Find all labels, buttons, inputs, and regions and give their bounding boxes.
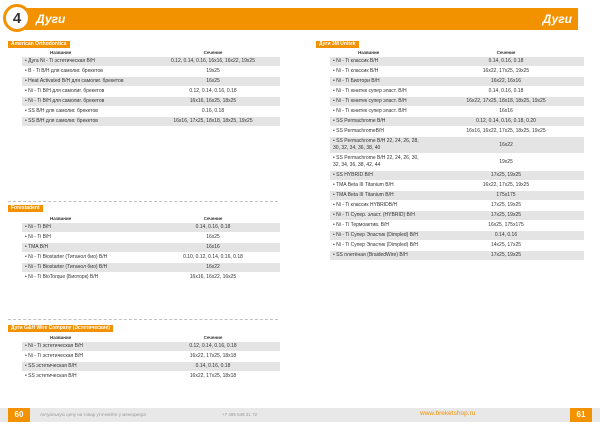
header-bar-right	[300, 8, 578, 30]
table-row	[330, 251, 584, 260]
product-section: 0.12, 0.14, 0.16, 0.18	[146, 87, 280, 96]
product-name: • Ni - Ti юнитек супер эласт. В/Н	[330, 87, 428, 96]
product-name: • Ni - Ti BioTorque (Биоторк) В/Н	[22, 273, 146, 282]
product-table	[22, 48, 280, 127]
table-row	[330, 241, 584, 250]
product-name: • Ni - Ti Супер Эластик (Dimpled) В/Н	[330, 241, 428, 250]
table-row	[22, 362, 280, 371]
product-name: • Ni - Ti эстетическая В/Н	[22, 342, 146, 351]
product-section: 16x22	[428, 137, 584, 153]
table-row	[330, 221, 584, 230]
table-row	[330, 77, 584, 86]
product-section: 17x25, 19x25	[428, 201, 584, 210]
product-name: • Ni - Ti Термоактив. В/Н	[330, 221, 428, 230]
section-label: American Orthodontics	[8, 41, 70, 48]
table-row	[330, 171, 584, 180]
page-number-right: 61	[570, 408, 592, 422]
product-section: 16x16, 16x22, 16x25	[146, 273, 280, 282]
column-header-section: Сечение	[203, 216, 223, 221]
column-header-name: Название	[358, 50, 380, 55]
product-name: • Ni - Ti классик В/Н	[330, 67, 428, 76]
footer-phone: +7 495 648 31 72	[222, 412, 258, 417]
product-section: 16x22, 16x16	[428, 77, 584, 86]
product-section: 16x22, 17x25, 18x18, 18x25, 19x25	[428, 97, 584, 106]
product-section: 0.14, 0.16, 0.18	[428, 87, 584, 96]
chapter-badge: 4	[3, 4, 31, 32]
product-name: • SS Permachrome В/Н	[330, 117, 428, 126]
product-section: 0.14, 0.16, 0.18	[428, 57, 584, 66]
table-row	[330, 211, 584, 220]
table-row	[330, 117, 584, 126]
product-name: • Ni - Ti классик HYBRIDВ/Н	[330, 201, 428, 210]
product-name: • TMA В/Н	[22, 243, 146, 252]
product-name: • Ni - Ti В/Н	[22, 233, 146, 242]
table-row	[22, 67, 280, 76]
product-name: • Ni - Ti Супер Эластик (Dimpled) В/Н	[330, 231, 428, 240]
product-name: • SS Permachrome В/Н 22, 24, 26, 28, 30, 32, 34, 36, 38, 40	[330, 137, 428, 153]
table-row	[22, 77, 280, 86]
product-name: • Ni - Ti Супер. эласт. (HYBRID) В/Н	[330, 211, 428, 220]
product-section: 16x16	[428, 107, 584, 116]
product-section: 0.12, 0.14, 0.16, 0.18, 0.20	[428, 117, 584, 126]
product-section: 16x16, 17x25, 18x18, 18x25, 19x25	[146, 117, 280, 126]
page-number-left: 60	[8, 408, 30, 422]
section-divider	[8, 319, 278, 320]
page-title-left: Дуги	[36, 12, 66, 26]
product-name: • SS эстетическая В/Н	[22, 362, 146, 371]
product-section: 0.14, 0.16, 0.18	[146, 223, 280, 232]
table-row	[330, 127, 584, 136]
product-section: 16x22, 17x25, 19x25	[428, 181, 584, 190]
product-section: 16x25	[146, 77, 280, 86]
product-table	[22, 333, 280, 382]
product-section: 16x25, 175x175	[428, 221, 584, 230]
right-page	[300, 0, 600, 425]
product-name: • SS плетёная (BraidedWire) В/Н	[330, 251, 428, 260]
product-section: 0.12, 0.14, 0.16, 16x16, 16x22, 19x25	[146, 57, 280, 66]
section-label: Forestadent	[8, 205, 43, 212]
product-table	[22, 214, 280, 283]
product-section: 19x25	[146, 67, 280, 76]
table-row	[22, 273, 280, 282]
product-name: • SS HYBRID В/Н	[330, 171, 428, 180]
column-header-name: Название	[50, 335, 72, 340]
table-row	[22, 223, 280, 232]
table-row	[330, 97, 584, 106]
table-row	[22, 117, 280, 126]
table-row	[330, 137, 584, 153]
column-header-name: Название	[50, 216, 72, 221]
product-name: • SS Permachrome В/Н 22, 24, 26, 30, 32, 34, 36, 38, 42, 44	[330, 154, 428, 170]
product-section: 17x25, 19x25	[428, 211, 584, 220]
product-name: • Ni - Ti юнитек супер эласт. В/Н	[330, 97, 428, 106]
footer-url[interactable]: www.breketshop.ru	[420, 410, 476, 417]
table-row	[330, 154, 584, 170]
product-section: 0.12, 0.14, 0.16, 0.18	[146, 342, 280, 351]
footer-note: Актуальную цену на товар уточняйте у менеджера	[40, 412, 146, 417]
product-name: • Ni - Ti В/Н для самолиг. брекетов	[22, 87, 146, 96]
table-row	[22, 342, 280, 351]
product-name: • SS В/Н для самолиг. брекетов	[22, 117, 146, 126]
table-row	[330, 87, 584, 96]
product-table	[330, 48, 584, 261]
product-section: 17x25, 19x25	[428, 251, 584, 260]
column-header-name: Название	[50, 50, 72, 55]
product-name: • Ni - Ti юнитек супер эласт. В/Н	[330, 107, 428, 116]
product-name: • Ni - Ti классик В/Н	[330, 57, 428, 66]
table-row	[22, 372, 280, 381]
product-name: • TMA Beta III Titanium В/Н	[330, 181, 428, 190]
product-name: • Ni - Ti В/Н для самолиг. брекетов	[22, 97, 146, 106]
table-row	[330, 231, 584, 240]
table-row	[22, 87, 280, 96]
column-header-section: Сечение	[203, 335, 223, 340]
table-row	[330, 181, 584, 190]
column-header-section: Сечение	[496, 50, 516, 55]
product-section: 14x25, 17x25	[428, 241, 584, 250]
table-row	[22, 243, 280, 252]
product-section: 16x16	[146, 243, 280, 252]
table-row	[22, 253, 280, 262]
product-section: 175x175	[428, 191, 584, 200]
product-name: • SS эстетическая В/Н	[22, 372, 146, 381]
product-name: • SS PermachromeВ/Н	[330, 127, 428, 136]
product-section: 19x25	[428, 154, 584, 170]
product-section: 16x22	[146, 263, 280, 272]
product-section: 17x25, 19x25	[428, 171, 584, 180]
section-label: Дуги G&H Wire Company (Эстетические)	[8, 325, 113, 332]
table-row	[330, 57, 584, 66]
table-row	[22, 97, 280, 106]
product-name: • Ni - Ti Biostarter (Титанол био) В/Н	[22, 253, 146, 262]
product-section: 16x16, 16x25, 18x25	[146, 97, 280, 106]
section-divider	[8, 201, 278, 202]
table-row	[22, 107, 280, 116]
table-row	[330, 67, 584, 76]
product-name: • Ni - Ti эстетическая В/Н	[22, 352, 146, 361]
header-bar-left	[22, 8, 300, 30]
product-name: • Ni - Ti В/Н	[22, 223, 146, 232]
product-name: • Ni - Ti Биотори В/Н	[330, 77, 428, 86]
product-section: 16x22, 17x25, 18x18	[146, 372, 280, 381]
table-row	[22, 233, 280, 242]
product-section: 0.14, 0.16	[428, 231, 584, 240]
table-row	[22, 352, 280, 361]
product-name: • SS В/Н для самолиг. брекетов	[22, 107, 146, 116]
product-section: 0.16, 0.18	[146, 107, 280, 116]
table-row	[330, 107, 584, 116]
product-section: 16x22, 17x25, 18x18	[146, 352, 280, 361]
product-section: 0.14, 0.16, 0.18	[146, 362, 280, 371]
column-header-section: Сечение	[203, 50, 223, 55]
product-section: 16x16, 16x22, 17x25, 18x25, 19x25	[428, 127, 584, 136]
product-name: • Heat Activated В/Н для самолиг. брекетов	[22, 77, 146, 86]
product-name: • Дуга Ni - Ti эстетическая В/Н	[22, 57, 146, 66]
product-name: • TMA Beta III Titanium В/Н	[330, 191, 428, 200]
product-name: • Ni - Ti Biostarter (Титанол био) В/Н	[22, 263, 146, 272]
product-name: • B - Ti В/Н для самолиг. брекетов	[22, 67, 146, 76]
page-title-right: Дуги	[542, 12, 572, 26]
table-row	[22, 263, 280, 272]
product-section: 16x22, 17x25, 19x25	[428, 67, 584, 76]
product-section: 0.10, 0.12, 0.14, 0.16, 0.18	[146, 253, 280, 262]
product-section: 16x25	[146, 233, 280, 242]
table-row	[330, 201, 584, 210]
table-row	[330, 191, 584, 200]
section-label: Дуги 3M Unitek	[316, 41, 359, 48]
table-row	[22, 57, 280, 66]
